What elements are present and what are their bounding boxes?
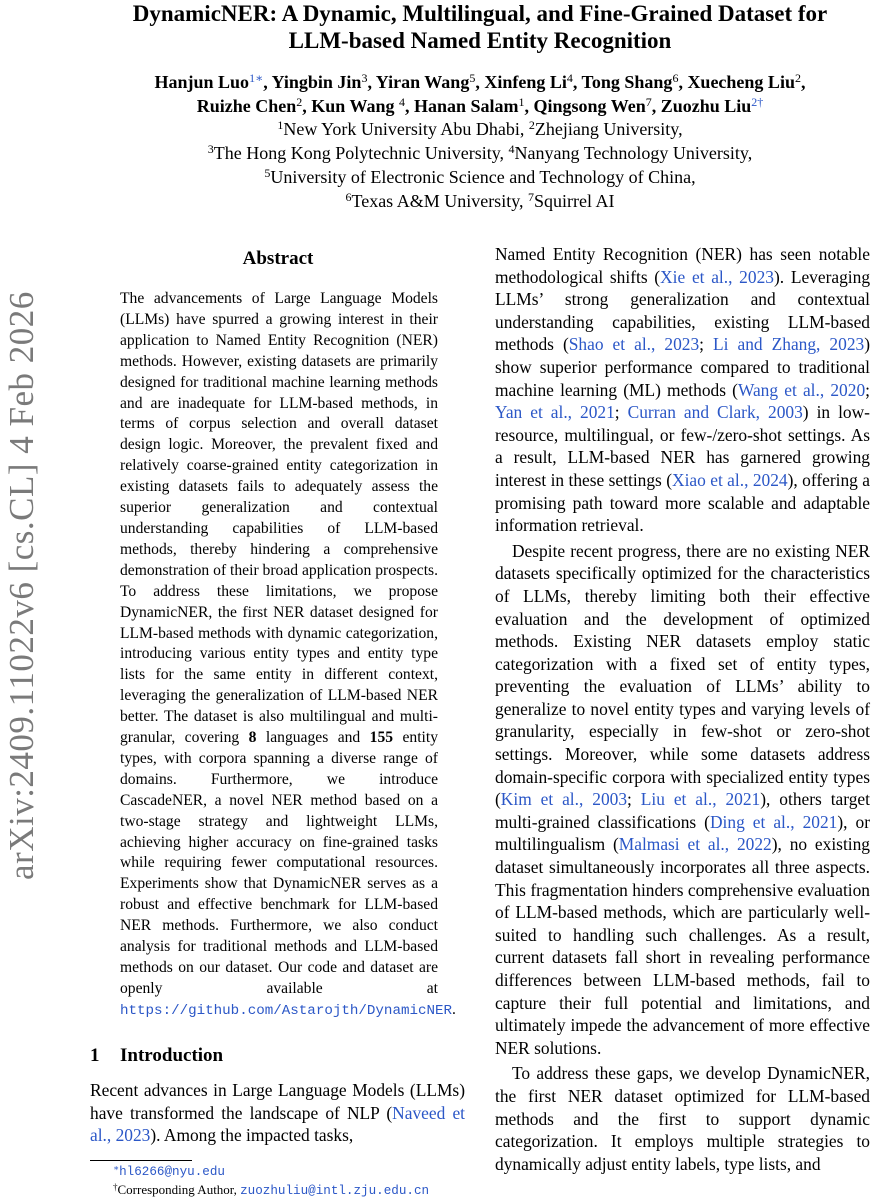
author-name: Qingsong Wen [533, 96, 646, 116]
affiliation: Zhejiang University, [534, 119, 683, 139]
citation-link[interactable]: Yan et al., 2021 [495, 402, 615, 423]
author-name: Ruizhe Chen [196, 96, 297, 116]
entity-type-count: 155 [369, 729, 394, 747]
author-affiliation-mark: 2 [794, 71, 801, 85]
title-line-2: LLM-based Named Entity Recognition [288, 28, 672, 53]
paper-title [90, 0, 870, 54]
author-name: Kun Wang [311, 96, 399, 116]
footnote-2: †Corresponding Author, zuozhuliu@intl.zju.edu.cn [113, 1182, 430, 1198]
section-title: Introduction [120, 1045, 224, 1066]
author-affiliation-mark: 3 [361, 71, 368, 85]
github-link[interactable]: https://github.com/Astarojth/DynamicNER [120, 1002, 453, 1019]
author-affiliation-mark: 5 [469, 71, 476, 85]
author-name: Xuecheng Liu [687, 72, 795, 92]
title-line-1: DynamicNER: A Dynamic, Multilingual, and Fine-Grained Dataset for [132, 1, 828, 26]
citation-link[interactable]: Wang et al., 2020 [737, 379, 866, 400]
citation-link[interactable]: Ding et al., 2021 [709, 811, 838, 832]
affiliation-line-2: $^3$The Hong Kong Polytechnic University, $^4$Nanyang Technology University, [207, 142, 753, 163]
section-heading-introduction [90, 1045, 223, 1067]
citation-link[interactable]: Curran and Clark, 2003 [627, 402, 803, 423]
email-link[interactable]: zuozhuliu@intl.zju.edu.cn [240, 1184, 430, 1198]
author-name: Yiran Wang [375, 72, 470, 92]
paragraph: Named Entity Recognition (NER) has seen notable methodological shifts (Xie et al., 2023). Leveraging LLMs’ strong generalization and contextual understanding capabilities, existing LLM-based methods (Shao et al., 2023; Li and Zhang, 2023) show superior performance compared to traditional machine learning (ML) methods (Wang et al., 2020; Yan et al., 2021; Curran and Clark, 2003) in low-resource, multilingual, or few-/zero-shot settings. As a result, LLM-based NER has garnered growing interest in these settings (Xiao et al., 2024), offering a promising path toward more scalable and adaptable information retrieval. [495, 244, 871, 536]
author-affiliation-mark: 4 [566, 71, 573, 85]
affiliation: The Hong Kong Polytechnic University, [213, 143, 509, 163]
author-affiliation-mark: 1∗ [249, 71, 264, 85]
author-name: Zuozhu Liu [660, 96, 752, 116]
footnote-rule [90, 1160, 192, 1161]
citation-link[interactable]: Shao et al., 2023 [568, 334, 700, 355]
paragraph: Despite recent progress, there are no existing NER datasets specifically optimized for the characteristics of LLMs, thereby limiting both their effective evaluation and the development of optimized methods. Existing NER datasets employ static categorization with a fixed set of entity types, preventing the evaluation of LLMs’ ability to generalize to novel entity types and varying levels of granularity, especially in few-shot or zero-shot settings. Moreover, while some datasets address domain-specific corpora with specialized entity types (Kim et al., 2003; Liu et al., 2021), others target multi-grained classifications (Ding et al., 2021), or multilingualism (Malmasi et al., 2022), no existing dataset simultaneously incorporates all three aspects. This fragmentation hinders comprehensive evaluation of LLM-based methods, which are particularly well-suited to handling such challenges. As a result, current datasets fall short in revealing performance differences between LLM-based methods, fail to capture their full potential and limitations, and ultimately impede the advancement of more effective NER solutions. [495, 540, 871, 1058]
affiliation: University of Electronic Science and Technology of China, [270, 167, 696, 187]
affiliation-line-3: $^5$University of Electronic Science and Technology of China, [264, 166, 696, 187]
citation-link[interactable]: Malmasi et al., 2022 [618, 834, 772, 855]
citation-link[interactable]: Naveed et al., 2023 [90, 1102, 465, 1146]
abstract-heading: Abstract [242, 248, 314, 269]
citation-link[interactable]: Li and Zhang, 2023 [713, 334, 865, 355]
author-line-2: Ruizhe Chen$^2$, Kun Wang $^4$, Hanan Salam$^1$, Qingsong Wen$^7$, Zuozhu Liu$^{2\dagger}$ [196, 95, 764, 116]
email-link[interactable]: hl6266@nyu.edu [119, 1165, 225, 1179]
affiliation: New York University Abu Dhabi, [283, 119, 529, 139]
affiliation: Texas A&M University, [351, 191, 529, 211]
author-affiliation-mark: 6 [672, 71, 679, 85]
footnote-1: ∗hl6266@nyu.edu [113, 1163, 225, 1179]
introduction-paragraph: Recent advances in Large Language Models (LLMs) have transformed the landscape of NLP (Naveed et al., 2023). Among the impacted tasks, [90, 1080, 465, 1146]
affiliation-line-4: $^6$Texas A&M University, $^7$Squirrel AI [345, 190, 615, 211]
arxiv-id: arXiv:2409.11022v6 [cs.CL] 4 Feb 2026 [2, 291, 41, 880]
author-name: Xinfeng Li [484, 72, 567, 92]
author-affiliation-mark: 2† [751, 95, 764, 109]
citation-link[interactable]: Xie et al., 2023 [660, 266, 774, 287]
affiliation-line-1: $^1$New York University Abu Dhabi, $^2$Zhejiang University, [277, 118, 683, 139]
author-affiliation-mark: 7 [645, 95, 652, 109]
language-count: 8 [248, 729, 257, 747]
author-affiliation-mark: 4 [398, 95, 405, 109]
author-list [90, 70, 870, 118]
citation-link[interactable]: Xiao et al., 2024 [672, 469, 788, 490]
citation-link[interactable]: Liu et al., 2021 [640, 789, 761, 810]
affiliation: Nanyang Technology University, [514, 143, 753, 163]
author-name: Tong Shang [581, 72, 673, 92]
right-column [495, 243, 870, 1175]
author-affiliation-mark: 2 [296, 95, 303, 109]
section-number: 1 [90, 1045, 100, 1066]
paragraph: To address these gaps, we develop DynamicNER, the first NER dataset optimized for LLM-based methods and the first to support dynamic categorization. It employs multiple strategies to dynamically adjust entity labels, type lists, and [495, 1063, 870, 1174]
citation-link[interactable]: Kim et al., 2003 [500, 789, 628, 810]
affiliation: Squirrel AI [534, 191, 615, 211]
author-affiliation-mark: 1 [518, 95, 525, 109]
author-name: Hanjun Luo [154, 72, 250, 92]
affiliation-list [90, 117, 870, 213]
arxiv-stamp [2, 291, 42, 920]
author-name: Hanan Salam [413, 96, 519, 116]
author-name: Yingbin Jin [271, 72, 362, 92]
abstract-body: The advancements of Large Language Models (LLMs) have spurred a growing interest in their application to Named Entity Recognition (NER) methods. However, existing datasets are primarily designed for traditional machine learning methods and are inadequate for LLM-based methods, in terms of corpus selection and overall dataset design logic. Moreover, the prevalent fixed and relatively coarse-grained entity categorization in existing datasets fails to adequately assess the superior generalization and contextual understanding capabilities of LLM-based methods, thereby hindering a comprehensive demonstration of their broad application prospects. To address these limitations, we propose DynamicNER, the first NER dataset designed for LLM-based methods with dynamic categorization, introducing various entity types and entity type lists for the same entity in different context, leveraging the generalization of LLM-based NER better. The dataset is also multilingual and multi-granular, covering 8 languages and 155 entity types, with corpora spanning a diverse range of domains. Furthermore, we introduce CascadeNER, a novel NER method based on a two-stage strategy and lightweight LLMs, achieving higher accuracy on fine-grained tasks while requiring fewer computational resources. Experiments show that DynamicNER serves as a robust and effective benchmark for LLM-based NER methods. Furthermore, we also conduct analysis for traditional methods and LLM-based methods on our dataset. Our code and dataset are openly available at https://github.com/Astarojth/DynamicNER. [120, 290, 456, 1019]
author-line-1: Hanjun Luo$^{1∗}$, Yingbin Jin$^3$, Yiran Wang$^5$, Xinfeng Li$^4$, Tong Shang$^6$, Xuecheng Liu$^2$, [154, 71, 806, 92]
